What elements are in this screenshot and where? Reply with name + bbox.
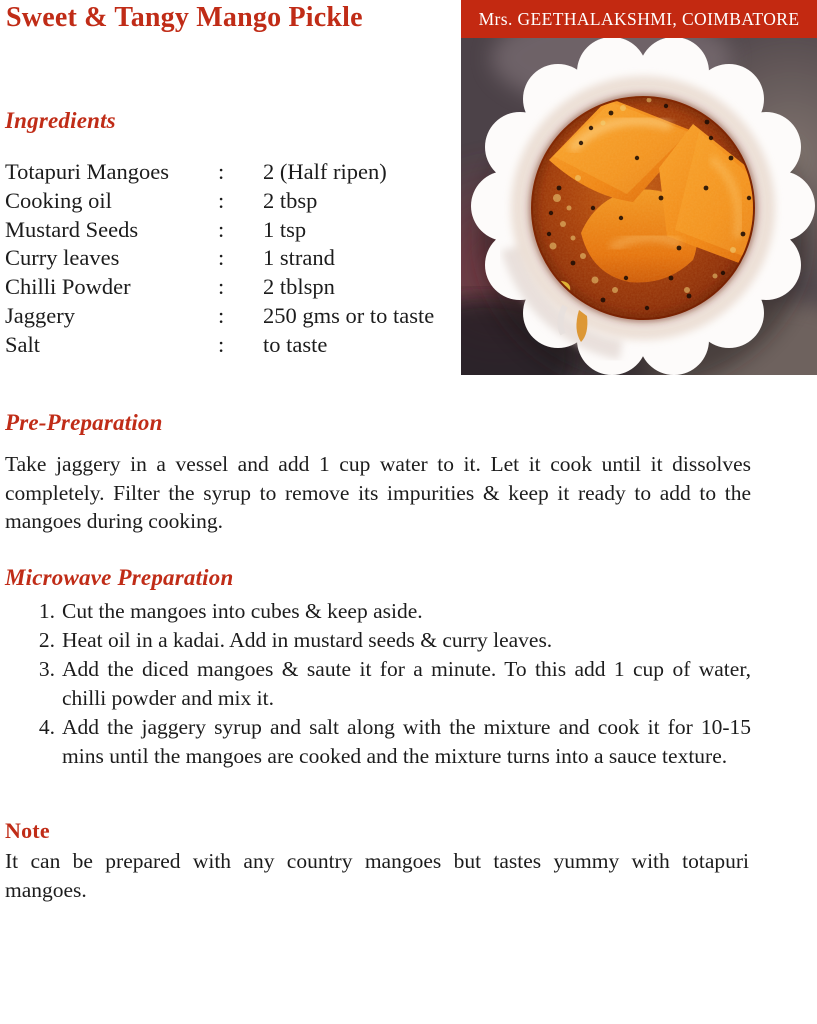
note-heading: Note	[5, 818, 50, 843]
ingredient-row	[5, 302, 455, 331]
ingredient-qty: 2 (Half ripen)	[263, 159, 387, 184]
ingredient-row	[5, 331, 455, 360]
ingredient-row	[5, 244, 455, 273]
step-number: 4.	[38, 715, 55, 739]
list-item	[5, 713, 751, 771]
ingredient-qty: 1 tsp	[263, 216, 307, 242]
ingredient-name: Chilli Powder	[5, 274, 131, 300]
author-banner-text: Mrs. GEETHALAKSHMI, COIMBATORE	[478, 8, 800, 29]
ingredient-separator: :	[218, 159, 225, 184]
step-text: Heat oil in a kadai. Add in mustard seeds & curry leaves.	[62, 628, 553, 652]
ingredient-separator: :	[218, 245, 225, 271]
note-text: It can be prepared with any country mangoes but tastes yummy with totapuri mangoes.	[5, 849, 749, 902]
microwave-steps-list	[5, 597, 751, 771]
ingredient-separator: :	[218, 331, 225, 357]
list-item	[5, 626, 751, 655]
ingredient-row	[5, 216, 455, 245]
ingredient-name: Salt	[5, 331, 41, 357]
ingredient-qty: 2 tbsp	[263, 187, 318, 213]
mango-pickle-photo-art	[461, 38, 817, 375]
ingredient-row	[5, 273, 455, 302]
ingredient-name: Cooking oil	[5, 187, 112, 213]
step-text: Cut the mangoes into cubes & keep aside.	[62, 599, 423, 623]
step-text: Add the diced mangoes & saute it for a minute. To this add 1 cup of water, chilli powder and mix it.	[62, 657, 751, 710]
ingredient-name: Mustard Seeds	[5, 216, 139, 242]
mango-pickle-photo	[461, 38, 817, 375]
step-number: 1.	[38, 599, 55, 623]
pre-preparation-heading: Pre-Preparation	[5, 410, 163, 435]
ingredient-qty: 1 strand	[263, 245, 335, 271]
microwave-preparation-heading: Microwave Preparation	[5, 565, 234, 590]
ingredients-list	[5, 158, 455, 360]
ingredient-separator: :	[218, 274, 225, 300]
pre-preparation-text: Take jaggery in a vessel and add 1 cup water to it. Let it cook until it dissolves completely. Filter the syrup to remove its impurities & keep it ready to add to the mangoes during cooking.	[5, 452, 751, 533]
ingredient-qty: to taste	[263, 331, 328, 357]
ingredient-qty: 2 tblspn	[263, 274, 335, 300]
list-item	[5, 597, 751, 626]
ingredient-name: Jaggery	[5, 302, 75, 328]
ingredient-qty: 250 gms or to taste	[263, 302, 435, 328]
ingredients-heading: Ingredients	[5, 108, 116, 133]
ingredient-separator: :	[218, 187, 225, 213]
step-text: Add the jaggery syrup and salt along with the mixture and cook it for 10-15 mins until the mangoes are cooked and the mixture turns into a sauce texture.	[62, 715, 751, 768]
step-number: 2.	[38, 628, 55, 652]
ingredient-name: Curry leaves	[5, 245, 120, 271]
step-number: 3.	[38, 657, 55, 681]
page-title: Sweet & Tangy Mango Pickle	[6, 2, 363, 33]
ingredient-separator: :	[218, 302, 225, 328]
ingredient-row	[5, 158, 455, 187]
list-item	[5, 655, 751, 713]
ingredient-separator: :	[218, 216, 225, 242]
ingredient-row	[5, 187, 455, 216]
author-banner	[461, 0, 817, 38]
ingredient-name: Totapuri Mangoes	[5, 159, 170, 184]
